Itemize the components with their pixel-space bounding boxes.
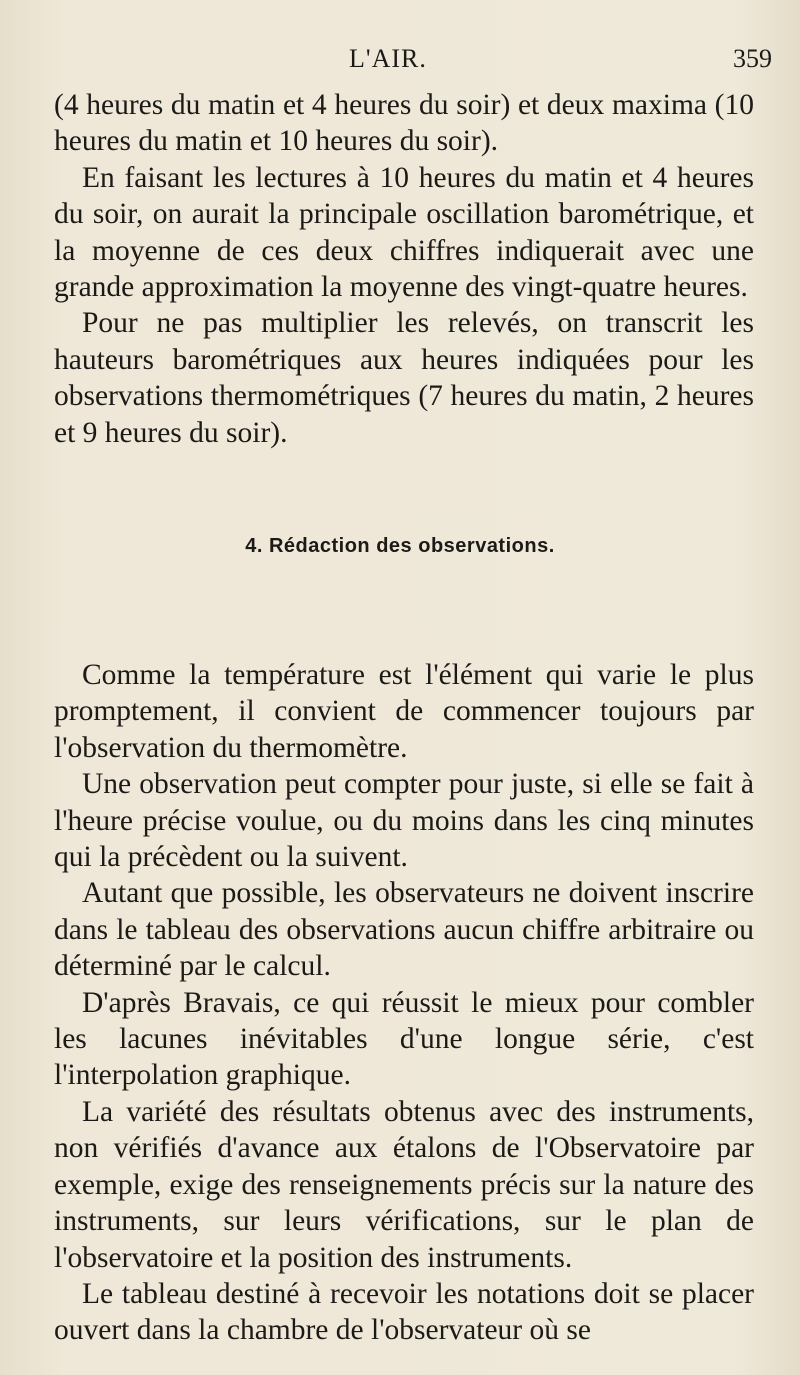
paragraph-8: La variété des résultats obtenus avec des instruments, non vérifiés d'avance aux étalons de l'Observatoire par exemple, exige des renseignements précis sur la nature des instruments, sur leurs vérifications, sur le plan de l'observatoire et la position des instruments. <box>54 1095 754 1274</box>
paragraph-7: D'après Bravais, ce qui réussit le mieux pour combler les lacunes inévitables d'une longue série, c'est l'interpolation graphique. <box>54 986 754 1092</box>
paragraph-9: Le tableau destiné à recevoir les notations doit se placer ouvert dans la chambre de l'observateur où se <box>54 1277 754 1347</box>
paragraph-2: En faisant les lectures à 10 heures du matin et 4 heures du soir, on aurait la principale oscillation barométrique, et la moyenne de ces deux chiffres indiquerait avec une grande approximation la moyenne des vingt-quatre heures. <box>54 161 754 304</box>
page-number: 359 <box>733 44 772 73</box>
section-heading: 4. Rédaction des observations. <box>245 535 555 557</box>
text-block-before-heading <box>54 87 754 451</box>
paragraph-1: (4 heures du matin et 4 heures du soir) et deux maxima (10 heures du matin et 10 heures du soir). <box>54 89 754 158</box>
running-head-title: L'AIR. <box>349 44 427 73</box>
paragraph-6: Autant que possible, les observateurs ne doivent inscrire dans le tableau des observations aucun chiffre arbitraire ou déterminé par le calcul. <box>54 877 754 983</box>
paragraph-4: Comme la température est l'élément qui varie le plus promptement, il convient de commencer toujours par l'observation du thermomètre. <box>54 659 754 764</box>
paragraph-5: Une observation peut compter pour juste, si elle se fait à l'heure précise voulue, ou du moins dans les cinq minutes qui la précèdent ou la suivent. <box>54 768 754 874</box>
paragraph-3: Pour ne pas multiplier les relevés, on transcrit les hauteurs barométriques aux heures indiquées pour les observations thermométriques (7 heures du matin, 2 heures et 9 heures du soir). <box>54 307 754 449</box>
text-block-after-heading <box>54 657 754 1349</box>
running-head <box>0 44 800 84</box>
